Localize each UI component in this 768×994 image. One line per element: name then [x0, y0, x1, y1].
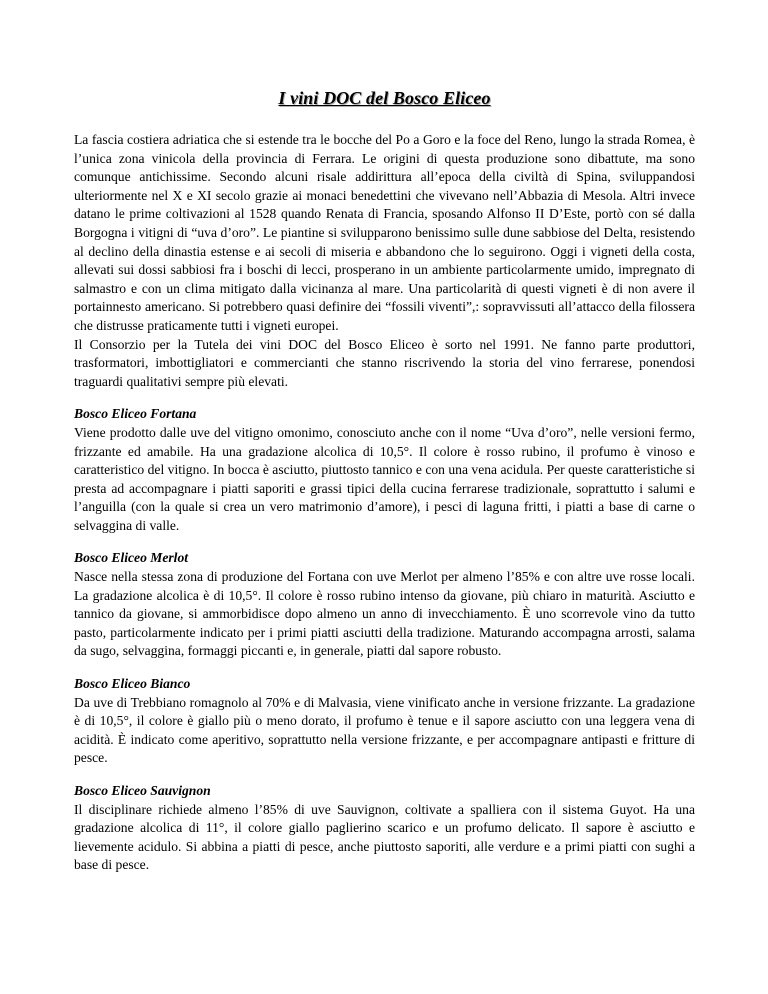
section-body-bianco: Da uve di Trebbiano romagnolo al 70% e di Malvasia, viene vinificato anche in versione frizzante. La gradazione è di 10,5°, il colore è giallo più o meno dorato, il profumo è tenue e il sapore asciutto con una leggera vena di acidità. È indicato come aperitivo, soprattutto nella versione frizzante, e per accompagnare antipasti e fritture di pesce.	[74, 694, 695, 766]
intro-paragraph-1: La fascia costiera adriatica che si estende tra le bocche del Po a Goro e la foce del Reno, lungo la strada Romea, è l’unica zona vinicola della provincia di Ferrara. Le origini di questa produzione sono dibattute, ma sono comunque antichissime. Secondo alcuni risale addirittura all’epoca della civiltà di Spina, sviluppandosi ulteriormente nel X e XI secolo grazie ai monaci benedettini che vivevano nell’Abbazia di Mesola. Altri invece datano le prime coltivazioni al 1528 quando Renata di Francia, sposando Alfonso II D’Este, portò con sé dalla Borgogna i vitigni di “uva d’oro”. Le piantine si svilupparono benissimo sulle dune sabbiose del Delta, resistendo al declino della dinastia estense e ai secoli di miseria e abbandono che lo seguirono. Oggi i vigneti della costa, allevati sui dossi sabbiosi fra i boschi di lecci, prosperano in un ambiente particolarmente umido, impregnato di salmastro e con un clima mitigato dalla vicinanza al mare. Una particolarità di questi vigneti è di non avere il portainnesto americano. Si potrebbero quasi definire dei “fossili viventi”,: sopravvissuti all’attacco della filossera che distrusse praticamente tutti i vigneti europei.	[74, 132, 695, 333]
section-sauvignon	[74, 782, 695, 875]
section-heading-merlot: Bosco Eliceo Merlot	[74, 550, 189, 566]
section-heading-bianco: Bosco Eliceo Bianco	[74, 676, 191, 692]
intro-paragraph-2: Il Consorzio per la Tutela dei vini DOC del Bosco Eliceo è sorto nel 1991. Ne fanno parte produttori, trasformatori, imbottigliatori e commercianti che stanno riscrivendo la storia del vino ferrarese, ponendosi traguardi qualitativi sempre più elevati.	[74, 336, 695, 389]
section-heading-sauvignon: Bosco Eliceo Sauvignon	[74, 783, 211, 798]
section-bianco	[74, 675, 695, 768]
document-title: I vini DOC del Bosco Eliceo	[278, 88, 491, 108]
section-heading-fortana: Bosco Eliceo Fortana	[74, 406, 197, 422]
section-body-merlot: Nasce nella stessa zona di produzione del Fortana con uve Merlot per almeno l’85% e con altre uve rosse locali. La gradazione alcolica è di 10,5°. Il colore è rosso rubino intenso da giovane, più chiaro in maturità. Asciutto e tannico da giovane, si ammorbidisce dopo almeno un anno di invecchiamento. È uno scorrevole vino da tutto pasto, particolarmente indicato per i primi piatti asciutti della tradizione. Maturando accompagna arrosti, salama da sugo, selvaggina, formaggi piccanti e, in generale, piatti dal sapore robusto.	[74, 569, 695, 659]
section-body-sauvignon: Il disciplinare richiede almeno l’85% di uve Sauvignon, coltivate a spalliera con il sistema Guyot. Ha una gradazione alcolica di 11°, il colore giallo paglierino scarico e un profumo delicato. Il sapore è asciutto e lievemente acidulo. Si abbina a piatti di pesce, anche piuttosto saporiti, alle verdure e a primi piatti con sughi a base di pesce.	[74, 801, 695, 873]
section-body-fortana: Viene prodotto dalle uve del vitigno omonimo, conosciuto anche con il nome “Uva d’oro”, nelle versioni fermo, frizzante ed amabile. Ha una gradazione alcolica di 10,5°. Il colore è rosso rubino, il profumo è vinoso e caratteristico del vitigno. In bocca è asciutto, piuttosto tannico e con una vena acidula. Per queste caratteristiche si presta ad accompagnare i piatti saporiti e grassi tipici della cucina ferrarese tradizionale, soprattutto i salumi e l’anguilla (con la quale si crea un vero matrimonio d’amore), i pesci di laguna fritti, i piatti a base di carne o selvaggina di valle.	[74, 424, 695, 533]
section-merlot	[74, 549, 695, 661]
section-fortana	[74, 405, 695, 535]
